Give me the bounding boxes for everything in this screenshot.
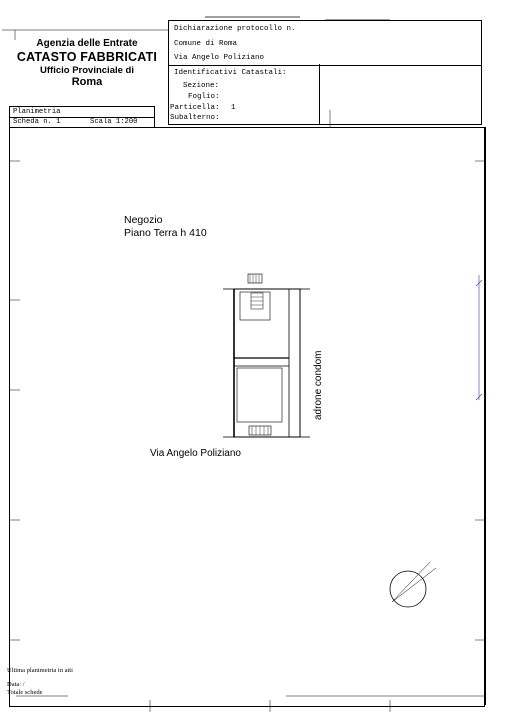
agency-name: Agenzia delle Entrate [36, 38, 138, 49]
particella-label: Particella: [170, 104, 220, 112]
protocol-label: Dichiarazione protocollo n. [174, 25, 296, 33]
street-name: Via Angelo Poliziano [150, 448, 241, 459]
identifiers-title: Identificativi Catastali: [174, 69, 287, 77]
particella-value: 1 [231, 104, 236, 112]
unit-type: Negozio [124, 214, 163, 226]
corridor-label: adrone condom [313, 350, 324, 420]
scale-label: Scala 1:200 [90, 118, 138, 126]
office-label: Ufficio Provinciale di [40, 64, 134, 76]
subalterno-label: Subalterno: [170, 114, 220, 122]
total-sheets-label: Totale schede [7, 689, 43, 696]
address-text: Via Angelo Poliziano [174, 54, 265, 62]
comune-text: Comune di Roma [174, 40, 238, 48]
office-city: Roma [71, 75, 103, 88]
sezione-label: Sezione: [183, 82, 220, 90]
foglio-label: Foglio: [188, 93, 220, 101]
registry-name: CATASTO FABBRICATI [16, 49, 158, 64]
date-label: Data: / [7, 681, 25, 688]
planimetria-label: Planimetria [13, 108, 61, 116]
last-plan-note: Ultima planimetria in atti [7, 667, 73, 674]
floor-height: Piano Terra h 410 [124, 227, 207, 240]
scheda-label: Scheda n. 1 [13, 118, 61, 126]
